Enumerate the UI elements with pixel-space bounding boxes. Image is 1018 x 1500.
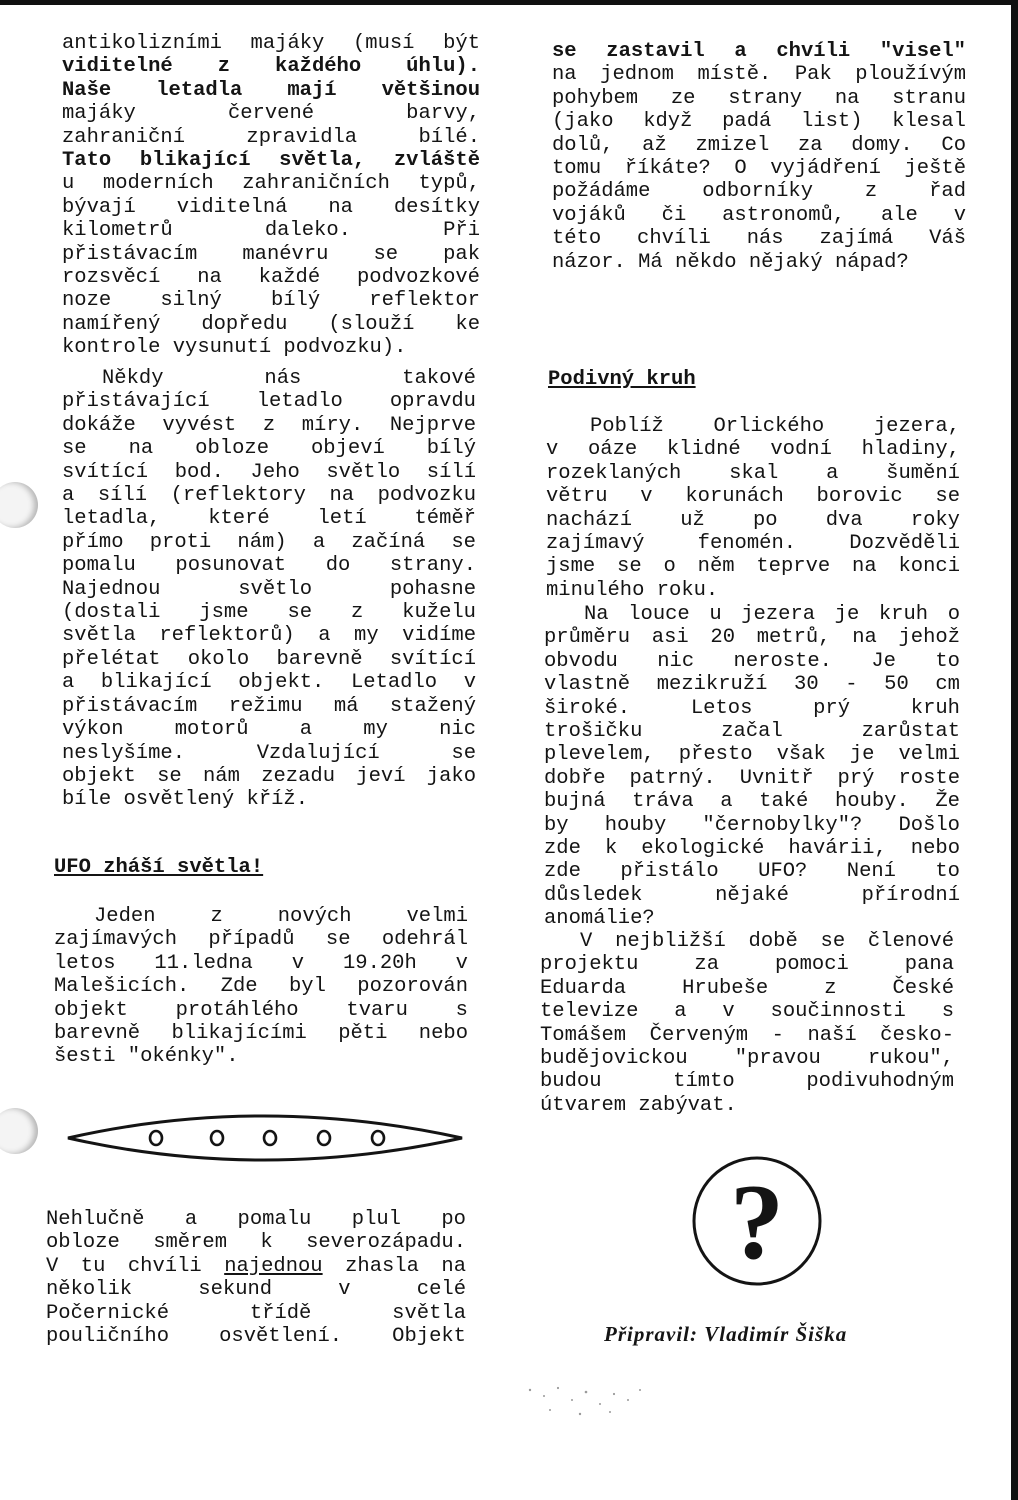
right-article-orlik — [546, 415, 960, 602]
left-article-malesice — [54, 905, 468, 1069]
text-line: se na obloze objeví bílý — [62, 437, 476, 461]
text-line: kilometrů daleko. Při — [62, 219, 480, 243]
text-line: dolů, až zmizel za domy. Co — [552, 133, 966, 157]
left-article-intro — [62, 32, 480, 360]
text-line: Počernické třídě světla — [46, 1301, 466, 1325]
right-article-kruh-popis — [544, 603, 960, 931]
text-line: by houby "černobylky"? Došlo — [544, 813, 960, 837]
text-line: nachází už po dva roky — [546, 508, 960, 532]
text-line: minulého roku. — [546, 578, 719, 602]
text-line: požádáme odborníky z řad — [552, 180, 966, 204]
text-line: svítící bod. Jeho světlo sílí — [62, 460, 476, 484]
text-line: u moderních zahraničních typů, — [62, 172, 480, 196]
text-line: zajímavý fenomén. Dozvěděli — [546, 532, 960, 556]
text-line: Poblíž Orlického jezera, — [590, 415, 960, 438]
text-line: a sílí (reflektory na podvozku — [62, 484, 476, 508]
text-line: viditelné z každého úhlu). — [62, 55, 480, 79]
text-line: útvarem zabývat. — [540, 1093, 737, 1117]
text-line: průměru asi 20 metrů, na jehož — [544, 626, 960, 650]
right-article-projekt — [540, 930, 954, 1117]
text-line: televize a v součinnosti s — [540, 1000, 954, 1024]
text-line: objekt se nám zezadu jeví jako — [62, 764, 476, 788]
left-article-landing-lights — [62, 367, 476, 812]
text-line: zajímavých případů se odehrál — [54, 928, 468, 952]
text-line: na jednom místě. Pak ploužívým — [552, 63, 966, 87]
text-line: větru v korunách borovic se — [546, 485, 960, 509]
text-line: budou tímto podivuhodným — [540, 1070, 954, 1094]
text-line: přelétat okolo barevně svítící — [62, 647, 476, 671]
text-line: pohybem ze strany na stranu — [552, 86, 966, 110]
right-article-continuation — [552, 40, 966, 274]
text-line: zahraniční zpravidla bílé. — [62, 125, 480, 149]
text-fragment: zhasla na — [322, 1254, 466, 1278]
text-line: (jako když padá list) klesal — [552, 110, 966, 134]
text-line: Naše letadla mají většinou — [62, 78, 480, 102]
text-line: výkon motorů a my nic — [62, 718, 476, 742]
text-line: jsme se o něm teprve na konci — [546, 555, 960, 579]
text-line: a blikající objekt. Letadlo v — [62, 671, 476, 695]
text-line: noze silný bílý reflektor — [62, 289, 480, 313]
text-line: obloze směrem k severozápadu. — [46, 1231, 466, 1255]
text-line: několik sekund v celé — [46, 1278, 466, 1302]
text-line: důsledek nějaké přírodní — [544, 883, 960, 907]
text-line: názor. Má někdo nějaký nápad? — [552, 250, 909, 274]
text-line: Najednou světlo pohasne — [62, 577, 476, 601]
punch-hole-upper — [0, 482, 38, 528]
text-fragment: V tu chvíli — [46, 1254, 225, 1278]
text-line: budějovickou "pravou rukou", — [540, 1047, 954, 1071]
text-line: bujná tráva a také houby. Že — [544, 790, 960, 814]
text-line: vlastně mezikruží 30 - 50 cm — [544, 673, 960, 697]
text-line: Tomášem Červeným - naší česko- — [540, 1023, 954, 1047]
text-line: (dostali jsme se z kuželu — [62, 601, 476, 625]
text-line: světla reflektorů) a my vidíme — [62, 624, 476, 648]
text-line: šesti "okénky". — [54, 1045, 239, 1069]
text-line: obvodu nic neroste. Je to — [544, 649, 960, 673]
text-line: plevelem, přesto však je velmi — [544, 743, 960, 767]
text-line: zde přistálo UFO? Není to — [544, 860, 960, 884]
text-line: Eduarda Hrubeše z České — [540, 976, 954, 1000]
text-line: majáky červené barvy, — [62, 102, 480, 126]
text-line: tomu říkáte? O vyjádření ještě — [552, 157, 966, 181]
left-article-pocernicka — [46, 1208, 466, 1348]
text-line: antikolizními majáky (musí být — [62, 32, 480, 55]
text-line: přistávacím režimu má stažený — [62, 694, 476, 718]
text-line: pomalu posunovat do strany. — [62, 554, 476, 578]
text-line: rozsvěcí na každé podvozkové — [62, 266, 480, 290]
text-line: této chvíli nás zajímá Váš — [552, 227, 966, 251]
author-signature: Připravil: Vladimír Šiška — [604, 1322, 848, 1346]
text-line: se zastavil a chvíli "visel" — [552, 40, 966, 63]
text-line: dokáže vyvést z míry. Nejprve — [62, 413, 476, 437]
scan-noise — [520, 1370, 660, 1430]
text-line: přistávající letadlo opravdu — [62, 390, 476, 414]
text-line: Malešicích. Zde byl pozorován — [54, 975, 468, 999]
text-line: trošičku začal zarůstat — [544, 720, 960, 744]
question-mark-circle-icon — [690, 1154, 824, 1288]
text-line: objekt protáhlého tvaru s — [54, 998, 468, 1022]
text-line: rozeklaných skal a šumění — [546, 461, 960, 485]
ufo-sketch-icon — [62, 1102, 470, 1174]
heading-ufo-zhasi-svetla: UFO zháší světla! — [54, 856, 264, 879]
text-line: Na louce u jezera je kruh o — [584, 603, 960, 626]
text-line: Někdy nás takové — [102, 367, 476, 390]
text-line: přistávacím manévru se pak — [62, 242, 480, 266]
text-line: široké. Letos prý kruh — [544, 696, 960, 720]
text-line: v oáze klidné vodní hladiny, — [546, 438, 960, 462]
text-line: kontrole vysunutí podvozku). — [62, 336, 407, 360]
text-line: Nehlučně a pomalu plul po — [46, 1208, 466, 1231]
scan-right-edge — [1011, 0, 1018, 1500]
text-line: Tato blikající světla, zvláště — [62, 149, 480, 173]
question-mark-glyph: ? — [730, 1163, 784, 1282]
text-line: letos 11.ledna v 19.20h v — [54, 951, 468, 975]
underlined-word: najednou — [224, 1254, 323, 1278]
text-line: neslyšíme. Vzdalující se — [62, 741, 476, 765]
text-line: anomálie? — [544, 907, 655, 931]
text-line: Jeden z nových velmi — [94, 905, 468, 928]
heading-podivny-kruh: Podivný kruh — [548, 368, 696, 391]
text-line: dobře patrný. Uvnitř prý roste — [544, 766, 960, 790]
text-line: zde k ekologické havárii, nebo — [544, 837, 960, 861]
text-line: přímo proti nám) a začíná se — [62, 530, 476, 554]
text-line: bývají viditelná na desítky — [62, 195, 480, 219]
text-line: namířený dopředu (slouží ke — [62, 312, 480, 336]
scan-top-edge — [0, 0, 1018, 5]
text-line: pouličního osvětlení. Objekt — [46, 1325, 466, 1349]
text-line: bíle osvětlený kříž. — [62, 788, 309, 812]
text-line: vojáků či astronomů, ale v — [552, 203, 966, 227]
text-line: letadla, které letí téměř — [62, 507, 476, 531]
text-line: V nejbližší době se členové — [580, 930, 954, 953]
text-line — [46, 1255, 466, 1278]
punch-hole-lower — [0, 1108, 38, 1154]
text-line: projektu za pomoci pana — [540, 953, 954, 977]
text-line: barevně blikajícími pěti nebo — [54, 1022, 468, 1046]
